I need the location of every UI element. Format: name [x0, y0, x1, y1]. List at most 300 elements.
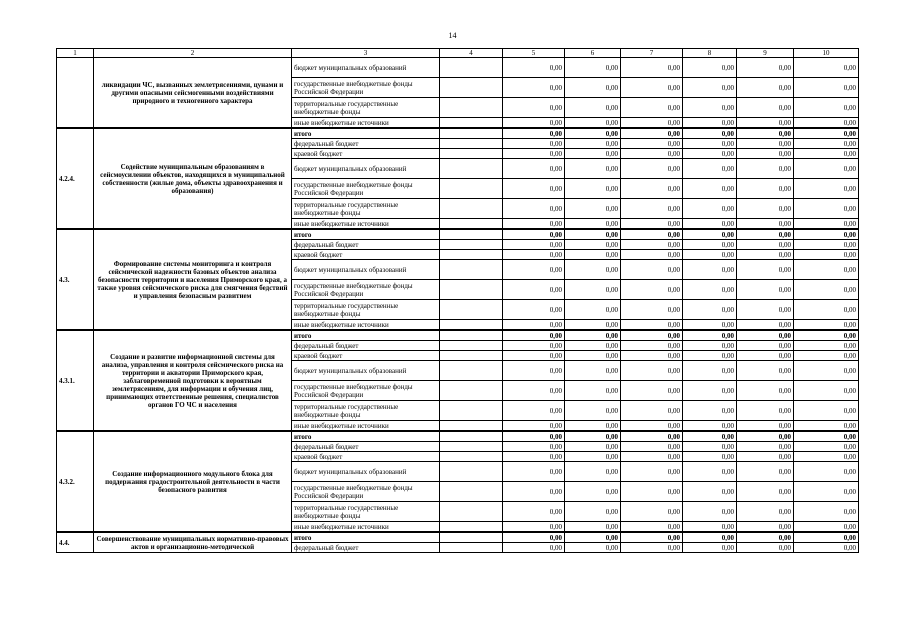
- value-cell: 0,00: [794, 139, 859, 149]
- row-code: 4.3.1.: [57, 330, 94, 431]
- value-cell: 0,00: [737, 381, 794, 401]
- value-cell: 0,00: [683, 300, 737, 320]
- value-cell: 0,00: [737, 431, 794, 442]
- funding-source: иные внебюджетные источники: [292, 522, 440, 533]
- value-cell: 0,00: [503, 341, 565, 351]
- value-cell: 0,00: [503, 118, 565, 129]
- funding-source: государственные внебюджетные фонды Российской Федерации: [292, 280, 440, 300]
- empty-cell: [440, 442, 503, 452]
- empty-cell: [440, 260, 503, 280]
- row-code: 4.2.4.: [57, 128, 94, 229]
- value-cell: 0,00: [565, 118, 621, 129]
- value-cell: 0,00: [737, 280, 794, 300]
- empty-cell: [440, 179, 503, 199]
- row-code: [57, 58, 94, 129]
- value-cell: 0,00: [621, 250, 683, 260]
- value-cell: 0,00: [737, 229, 794, 240]
- value-cell: 0,00: [683, 522, 737, 533]
- value-cell: 0,00: [794, 149, 859, 159]
- value-cell: 0,00: [503, 452, 565, 462]
- header-cell: 9: [737, 49, 794, 58]
- value-cell: 0,00: [794, 522, 859, 533]
- value-cell: 0,00: [565, 78, 621, 98]
- funding-source: территориальные государственные внебюджетные фонды: [292, 502, 440, 522]
- funding-source: федеральный бюджет: [292, 139, 440, 149]
- empty-cell: [440, 381, 503, 401]
- value-cell: 0,00: [565, 341, 621, 351]
- value-cell: 0,00: [621, 320, 683, 331]
- empty-cell: [440, 139, 503, 149]
- value-cell: 0,00: [503, 250, 565, 260]
- value-cell: 0,00: [794, 361, 859, 381]
- value-cell: 0,00: [737, 240, 794, 250]
- value-cell: 0,00: [737, 149, 794, 159]
- value-cell: 0,00: [565, 229, 621, 240]
- funding-source: итого: [292, 330, 440, 341]
- funding-source: итого: [292, 128, 440, 139]
- value-cell: 0,00: [683, 502, 737, 522]
- value-cell: 0,00: [794, 300, 859, 320]
- header-cell: 3: [292, 49, 440, 58]
- value-cell: 0,00: [683, 98, 737, 118]
- empty-cell: [440, 482, 503, 502]
- funding-source: бюджет муниципальных образований: [292, 462, 440, 482]
- value-cell: 0,00: [565, 199, 621, 219]
- funding-source: территориальные государственные внебюджетные фонды: [292, 199, 440, 219]
- empty-cell: [440, 128, 503, 139]
- value-cell: 0,00: [565, 442, 621, 452]
- empty-cell: [440, 229, 503, 240]
- value-cell: 0,00: [621, 199, 683, 219]
- value-cell: 0,00: [565, 58, 621, 78]
- value-cell: 0,00: [621, 381, 683, 401]
- value-cell: 0,00: [683, 330, 737, 341]
- value-cell: 0,00: [737, 179, 794, 199]
- row-title: Содействие муниципальным образованиям в сейсмоусилении объектов, находящихся в муниципальной собственности (жилые дома, объекты здравоохранения и образования): [94, 128, 292, 229]
- value-cell: 0,00: [621, 341, 683, 351]
- value-cell: 0,00: [565, 320, 621, 331]
- header-cell: 1: [57, 49, 94, 58]
- value-cell: 0,00: [794, 431, 859, 442]
- value-cell: 0,00: [621, 219, 683, 230]
- funding-source: территориальные государственные внебюджетные фонды: [292, 98, 440, 118]
- value-cell: 0,00: [621, 240, 683, 250]
- value-cell: 0,00: [794, 502, 859, 522]
- funding-source: федеральный бюджет: [292, 341, 440, 351]
- value-cell: 0,00: [794, 250, 859, 260]
- value-cell: 0,00: [621, 98, 683, 118]
- table-row: [57, 58, 859, 78]
- value-cell: 0,00: [794, 401, 859, 421]
- value-cell: 0,00: [737, 341, 794, 351]
- value-cell: 0,00: [503, 421, 565, 432]
- value-cell: 0,00: [503, 58, 565, 78]
- value-cell: 0,00: [794, 452, 859, 462]
- table-row: [57, 229, 859, 240]
- header-cell: 6: [565, 49, 621, 58]
- value-cell: 0,00: [621, 149, 683, 159]
- value-cell: 0,00: [621, 78, 683, 98]
- value-cell: 0,00: [794, 179, 859, 199]
- empty-cell: [440, 341, 503, 351]
- value-cell: 0,00: [683, 280, 737, 300]
- funding-source: краевой бюджет: [292, 452, 440, 462]
- value-cell: 0,00: [683, 351, 737, 361]
- value-cell: 0,00: [621, 532, 683, 543]
- value-cell: 0,00: [621, 431, 683, 442]
- value-cell: 0,00: [621, 159, 683, 179]
- value-cell: 0,00: [737, 199, 794, 219]
- empty-cell: [440, 149, 503, 159]
- value-cell: 0,00: [503, 482, 565, 502]
- value-cell: 0,00: [683, 341, 737, 351]
- funding-source: государственные внебюджетные фонды Российской Федерации: [292, 482, 440, 502]
- value-cell: 0,00: [737, 452, 794, 462]
- value-cell: 0,00: [794, 229, 859, 240]
- empty-cell: [440, 532, 503, 543]
- value-cell: 0,00: [503, 361, 565, 381]
- value-cell: 0,00: [737, 421, 794, 432]
- value-cell: 0,00: [621, 118, 683, 129]
- value-cell: 0,00: [621, 330, 683, 341]
- value-cell: 0,00: [794, 199, 859, 219]
- value-cell: 0,00: [737, 320, 794, 331]
- empty-cell: [440, 78, 503, 98]
- value-cell: 0,00: [503, 502, 565, 522]
- row-title: Формирование системы мониторинга и контроля сейсмической надежности базовых объектов анализа безопасности территории и населения Приморского края, а также уровня сейсмического риска для смягчения бедствий и управления безопасным развитием: [94, 229, 292, 330]
- empty-cell: [440, 502, 503, 522]
- value-cell: 0,00: [683, 250, 737, 260]
- row-title: Создание информационного модульного блока для поддержания градостроительной деятельности в части безопасного развития: [94, 431, 292, 532]
- value-cell: 0,00: [794, 219, 859, 230]
- empty-cell: [440, 280, 503, 300]
- header-cell: 8: [683, 49, 737, 58]
- empty-cell: [440, 330, 503, 341]
- value-cell: 0,00: [621, 502, 683, 522]
- value-cell: 0,00: [683, 452, 737, 462]
- funding-source: государственные внебюджетные фонды Российской Федерации: [292, 78, 440, 98]
- value-cell: 0,00: [503, 401, 565, 421]
- value-cell: 0,00: [737, 260, 794, 280]
- funding-source: иные внебюджетные источники: [292, 118, 440, 129]
- funding-source: краевой бюджет: [292, 250, 440, 260]
- empty-cell: [440, 401, 503, 421]
- value-cell: 0,00: [683, 532, 737, 543]
- value-cell: 0,00: [737, 128, 794, 139]
- value-cell: 0,00: [683, 361, 737, 381]
- value-cell: 0,00: [621, 179, 683, 199]
- value-cell: 0,00: [683, 462, 737, 482]
- value-cell: 0,00: [503, 462, 565, 482]
- value-cell: 0,00: [565, 260, 621, 280]
- value-cell: 0,00: [621, 442, 683, 452]
- value-cell: 0,00: [683, 118, 737, 129]
- value-cell: 0,00: [737, 351, 794, 361]
- value-cell: 0,00: [794, 341, 859, 351]
- funding-source: федеральный бюджет: [292, 240, 440, 250]
- value-cell: 0,00: [794, 78, 859, 98]
- value-cell: 0,00: [621, 452, 683, 462]
- value-cell: 0,00: [621, 300, 683, 320]
- value-cell: 0,00: [565, 522, 621, 533]
- value-cell: 0,00: [683, 159, 737, 179]
- value-cell: 0,00: [683, 229, 737, 240]
- value-cell: 0,00: [503, 381, 565, 401]
- empty-cell: [440, 118, 503, 129]
- funding-source: итого: [292, 431, 440, 442]
- value-cell: 0,00: [737, 250, 794, 260]
- row-code: 4.3.2.: [57, 431, 94, 532]
- value-cell: 0,00: [503, 98, 565, 118]
- value-cell: 0,00: [565, 98, 621, 118]
- value-cell: 0,00: [737, 78, 794, 98]
- value-cell: 0,00: [737, 219, 794, 230]
- funding-source: государственные внебюджетные фонды Российской Федерации: [292, 381, 440, 401]
- value-cell: 0,00: [621, 280, 683, 300]
- value-cell: 0,00: [503, 78, 565, 98]
- empty-cell: [440, 58, 503, 78]
- empty-cell: [440, 452, 503, 462]
- value-cell: 0,00: [565, 452, 621, 462]
- value-cell: 0,00: [737, 532, 794, 543]
- value-cell: 0,00: [503, 280, 565, 300]
- value-cell: 0,00: [503, 543, 565, 553]
- funding-source: бюджет муниципальных образований: [292, 260, 440, 280]
- value-cell: 0,00: [565, 149, 621, 159]
- value-cell: 0,00: [683, 149, 737, 159]
- value-cell: 0,00: [503, 139, 565, 149]
- header-cell: 5: [503, 49, 565, 58]
- row-code: 4.3.: [57, 229, 94, 330]
- value-cell: 0,00: [565, 502, 621, 522]
- value-cell: 0,00: [737, 543, 794, 553]
- value-cell: 0,00: [503, 149, 565, 159]
- value-cell: 0,00: [621, 351, 683, 361]
- value-cell: 0,00: [794, 482, 859, 502]
- value-cell: 0,00: [794, 421, 859, 432]
- value-cell: 0,00: [503, 522, 565, 533]
- value-cell: 0,00: [737, 58, 794, 78]
- value-cell: 0,00: [621, 522, 683, 533]
- table-row: [57, 431, 859, 442]
- value-cell: 0,00: [565, 543, 621, 553]
- value-cell: 0,00: [794, 320, 859, 331]
- value-cell: 0,00: [565, 250, 621, 260]
- value-cell: 0,00: [737, 482, 794, 502]
- value-cell: 0,00: [683, 219, 737, 230]
- value-cell: 0,00: [503, 330, 565, 341]
- value-cell: 0,00: [683, 320, 737, 331]
- funding-source: федеральный бюджет: [292, 543, 440, 553]
- empty-cell: [440, 421, 503, 432]
- value-cell: 0,00: [565, 330, 621, 341]
- value-cell: 0,00: [683, 381, 737, 401]
- empty-cell: [440, 199, 503, 219]
- empty-cell: [440, 320, 503, 331]
- value-cell: 0,00: [565, 421, 621, 432]
- value-cell: 0,00: [621, 401, 683, 421]
- budget-table: [56, 48, 859, 553]
- empty-cell: [440, 351, 503, 361]
- table-row: [57, 330, 859, 341]
- funding-source: бюджет муниципальных образований: [292, 58, 440, 78]
- value-cell: 0,00: [794, 280, 859, 300]
- value-cell: 0,00: [621, 260, 683, 280]
- value-cell: 0,00: [565, 159, 621, 179]
- table-body: [57, 49, 859, 553]
- row-title: Создание и развитие информационной системы для анализа, управления и контроля сейсмического риска на территории и акватории Приморского края, заблаговременной подготовки к вероятным землетрясениям, для информации и обучения лиц, принимающих ответственные решения, специалистов органов ГО ЧС и населения: [94, 330, 292, 431]
- value-cell: 0,00: [503, 300, 565, 320]
- empty-cell: [440, 522, 503, 533]
- value-cell: 0,00: [621, 361, 683, 381]
- value-cell: 0,00: [503, 320, 565, 331]
- row-title: Совершенствование муниципальных нормативно-правовых актов и организационно-методической: [94, 532, 292, 553]
- value-cell: 0,00: [565, 482, 621, 502]
- empty-cell: [440, 462, 503, 482]
- value-cell: 0,00: [794, 128, 859, 139]
- value-cell: 0,00: [503, 431, 565, 442]
- value-cell: 0,00: [565, 351, 621, 361]
- value-cell: 0,00: [794, 98, 859, 118]
- value-cell: 0,00: [621, 139, 683, 149]
- value-cell: 0,00: [565, 219, 621, 230]
- value-cell: 0,00: [794, 381, 859, 401]
- value-cell: 0,00: [503, 351, 565, 361]
- value-cell: 0,00: [794, 330, 859, 341]
- empty-cell: [440, 361, 503, 381]
- funding-source: иные внебюджетные источники: [292, 421, 440, 432]
- value-cell: 0,00: [621, 58, 683, 78]
- value-cell: 0,00: [565, 361, 621, 381]
- value-cell: 0,00: [503, 179, 565, 199]
- value-cell: 0,00: [683, 128, 737, 139]
- value-cell: 0,00: [737, 401, 794, 421]
- value-cell: 0,00: [565, 381, 621, 401]
- value-cell: 0,00: [621, 543, 683, 553]
- value-cell: 0,00: [737, 98, 794, 118]
- header-cell: 4: [440, 49, 503, 58]
- value-cell: 0,00: [565, 431, 621, 442]
- value-cell: 0,00: [503, 219, 565, 230]
- value-cell: 0,00: [683, 139, 737, 149]
- funding-source: федеральный бюджет: [292, 442, 440, 452]
- header-row: [57, 49, 859, 58]
- value-cell: 0,00: [683, 442, 737, 452]
- funding-source: краевой бюджет: [292, 149, 440, 159]
- funding-source: бюджет муниципальных образований: [292, 159, 440, 179]
- value-cell: 0,00: [794, 58, 859, 78]
- value-cell: 0,00: [683, 199, 737, 219]
- value-cell: 0,00: [621, 482, 683, 502]
- table-row: [57, 532, 859, 543]
- value-cell: 0,00: [565, 532, 621, 543]
- value-cell: 0,00: [565, 240, 621, 250]
- value-cell: 0,00: [794, 532, 859, 543]
- header-cell: 10: [794, 49, 859, 58]
- value-cell: 0,00: [737, 462, 794, 482]
- funding-source: краевой бюджет: [292, 351, 440, 361]
- value-cell: 0,00: [683, 482, 737, 502]
- table-row: [57, 128, 859, 139]
- header-cell: 7: [621, 49, 683, 58]
- value-cell: 0,00: [794, 159, 859, 179]
- value-cell: 0,00: [621, 229, 683, 240]
- empty-cell: [440, 240, 503, 250]
- value-cell: 0,00: [683, 431, 737, 442]
- value-cell: 0,00: [503, 229, 565, 240]
- value-cell: 0,00: [503, 159, 565, 179]
- value-cell: 0,00: [683, 179, 737, 199]
- value-cell: 0,00: [565, 462, 621, 482]
- value-cell: 0,00: [794, 462, 859, 482]
- funding-source: бюджет муниципальных образований: [292, 361, 440, 381]
- value-cell: 0,00: [794, 351, 859, 361]
- value-cell: 0,00: [683, 401, 737, 421]
- value-cell: 0,00: [683, 58, 737, 78]
- value-cell: 0,00: [565, 300, 621, 320]
- value-cell: 0,00: [621, 421, 683, 432]
- value-cell: 0,00: [503, 260, 565, 280]
- value-cell: 0,00: [621, 462, 683, 482]
- value-cell: 0,00: [737, 118, 794, 129]
- funding-source: итого: [292, 532, 440, 543]
- row-title: ликвидации ЧС, вызванных землетрясениями, цунами и другими опасными сейсмогенными воздействиями природного и техногенного характера: [94, 58, 292, 129]
- empty-cell: [440, 159, 503, 179]
- value-cell: 0,00: [683, 421, 737, 432]
- funding-source: территориальные государственные внебюджетные фонды: [292, 300, 440, 320]
- funding-source: итого: [292, 229, 440, 240]
- value-cell: 0,00: [737, 300, 794, 320]
- funding-source: иные внебюджетные источники: [292, 219, 440, 230]
- value-cell: 0,00: [737, 139, 794, 149]
- empty-cell: [440, 98, 503, 118]
- empty-cell: [440, 543, 503, 553]
- value-cell: 0,00: [621, 128, 683, 139]
- value-cell: 0,00: [794, 260, 859, 280]
- empty-cell: [440, 219, 503, 230]
- funding-source: территориальные государственные внебюджетные фонды: [292, 401, 440, 421]
- value-cell: 0,00: [794, 240, 859, 250]
- value-cell: 0,00: [565, 128, 621, 139]
- value-cell: 0,00: [503, 128, 565, 139]
- value-cell: 0,00: [503, 199, 565, 219]
- value-cell: 0,00: [503, 240, 565, 250]
- value-cell: 0,00: [683, 78, 737, 98]
- empty-cell: [440, 431, 503, 442]
- value-cell: 0,00: [737, 159, 794, 179]
- value-cell: 0,00: [683, 543, 737, 553]
- empty-cell: [440, 250, 503, 260]
- empty-cell: [440, 300, 503, 320]
- value-cell: 0,00: [565, 179, 621, 199]
- header-cell: 2: [94, 49, 292, 58]
- value-cell: 0,00: [683, 240, 737, 250]
- value-cell: 0,00: [794, 543, 859, 553]
- value-cell: 0,00: [737, 442, 794, 452]
- value-cell: 0,00: [794, 442, 859, 452]
- value-cell: 0,00: [794, 118, 859, 129]
- value-cell: 0,00: [737, 330, 794, 341]
- value-cell: 0,00: [503, 442, 565, 452]
- value-cell: 0,00: [565, 280, 621, 300]
- value-cell: 0,00: [565, 401, 621, 421]
- value-cell: 0,00: [503, 532, 565, 543]
- value-cell: 0,00: [737, 522, 794, 533]
- value-cell: 0,00: [683, 260, 737, 280]
- value-cell: 0,00: [737, 502, 794, 522]
- value-cell: 0,00: [565, 139, 621, 149]
- row-code: 4.4.: [57, 532, 94, 553]
